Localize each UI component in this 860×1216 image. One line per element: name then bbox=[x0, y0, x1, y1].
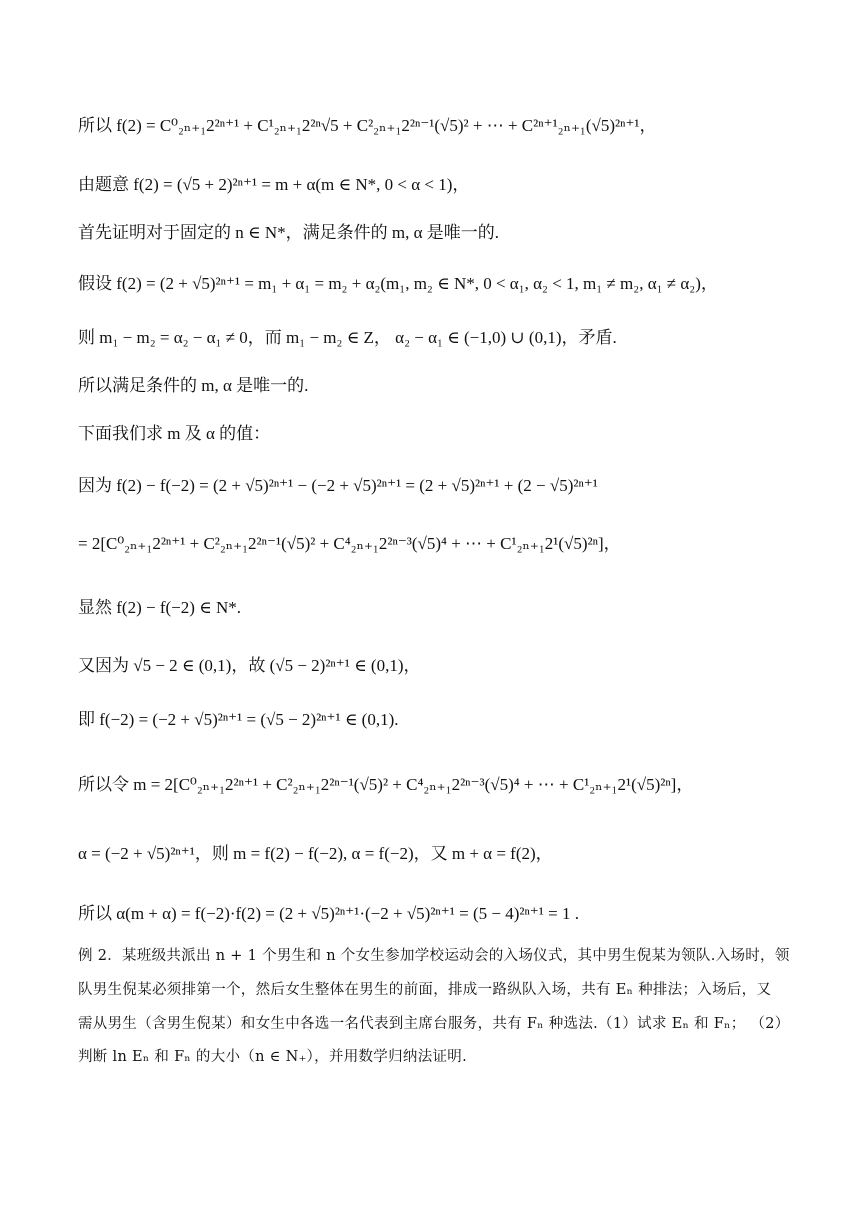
solution-line-given-condition: 由题意 f(2) = (√5 + 2)²ⁿ⁺¹ = m + α(m ∈ N*, 0 < α < 1)， bbox=[78, 175, 470, 194]
solution-line-final-result: 所以 α(m + α) = f(−2)·f(2) = (2 + √5)²ⁿ⁺¹·(−2 + √5)²ⁿ⁺¹ = (5 − 4)²ⁿ⁺¹ = 1 . bbox=[78, 904, 579, 923]
example-2-problem-line-3: 需从男生（含男生倪某）和女生中各选一名代表到主席台服务，共有 Fₙ 种选法.（1）试求 Eₙ 和 Fₙ； （2） bbox=[78, 1016, 790, 1032]
solution-line-interval: 又因为 √5 − 2 ∈ (0,1)，故 (√5 − 2)²ⁿ⁺¹ ∈ (0,1)， bbox=[78, 656, 421, 675]
solution-line-uniqueness-claim: 首先证明对于固定的 n ∈ N*，满足条件的 m, α 是唯一的. bbox=[78, 223, 499, 242]
example-2-problem-line-4: 判断 ln Eₙ 和 Fₙ 的大小（n ∈ N₊），并用数学归纳法证明. bbox=[78, 1049, 468, 1065]
solution-line-find-values: 下面我们求 m 及 α 的值： bbox=[78, 424, 271, 443]
solution-line-difference-expansion: = 2[C⁰₂ₙ₊₁2²ⁿ⁺¹ + C²₂ₙ₊₁2²ⁿ⁻¹(√5)² + C⁴₂ₙ₊₁2²ⁿ⁻³(√5)⁴ + ⋯ + C¹₂ₙ₊₁2¹(√5)²ⁿ]， bbox=[78, 534, 621, 553]
solution-line-assumption: 假设 f(2) = (2 + √5)²ⁿ⁺¹ = m₁ + α₁ = m₂ + α₂(m₁, m₂ ∈ N*, 0 < α₁, α₂ < 1, m₁ ≠ m₂, α₁ ≠ α₂)， bbox=[78, 274, 718, 293]
solution-line-define-m: 所以令 m = 2[C⁰₂ₙ₊₁2²ⁿ⁺¹ + C²₂ₙ₊₁2²ⁿ⁻¹(√5)² + C⁴₂ₙ₊₁2²ⁿ⁻³(√5)⁴ + ⋯ + C¹₂ₙ₊₁2¹(√5)²ⁿ]， bbox=[78, 775, 694, 794]
solution-line-define-alpha: α = (−2 + √5)²ⁿ⁺¹，则 m = f(2) − f(−2), α = f(−2)，又 m + α = f(2)， bbox=[78, 844, 553, 863]
solution-line-difference: 因为 f(2) − f(−2) = (2 + √5)²ⁿ⁺¹ − (−2 + √5)²ⁿ⁺¹ = (2 + √5)²ⁿ⁺¹ + (2 − √5)²ⁿ⁺¹ bbox=[78, 476, 598, 495]
solution-line-f-minus-two: 即 f(−2) = (−2 + √5)²ⁿ⁺¹ = (√5 − 2)²ⁿ⁺¹ ∈ (0,1). bbox=[78, 710, 399, 729]
solution-line-contradiction: 则 m₁ − m₂ = α₂ − α₁ ≠ 0，而 m₁ − m₂ ∈ Z， α₂ − α₁ ∈ (−1,0) ∪ (0,1)，矛盾. bbox=[78, 328, 617, 347]
example-2-problem-line-1: 例 2．某班级共派出 n + 1 个男生和 n 个女生参加学校运动会的入场仪式，其中男生倪某为领队.入场时，领 bbox=[78, 948, 790, 964]
solution-line-uniqueness-conclusion: 所以满足条件的 m, α 是唯一的. bbox=[78, 376, 309, 395]
solution-line-binomial-expansion: 所以 f(2) = C⁰₂ₙ₊₁2²ⁿ⁺¹ + C¹₂ₙ₊₁2²ⁿ√5 + C²₂ₙ₊₁2²ⁿ⁻¹(√5)² + ⋯ + C²ⁿ⁺¹₂ₙ₊₁(√5)²ⁿ⁺¹， bbox=[78, 116, 657, 135]
example-2-problem-line-2: 队男生倪某必须排第一个，然后女生整体在男生的前面，排成一路纵队入场，共有 Eₙ 种排法；入场后，又 bbox=[78, 982, 772, 998]
solution-line-natural-number: 显然 f(2) − f(−2) ∈ N*. bbox=[78, 598, 242, 617]
